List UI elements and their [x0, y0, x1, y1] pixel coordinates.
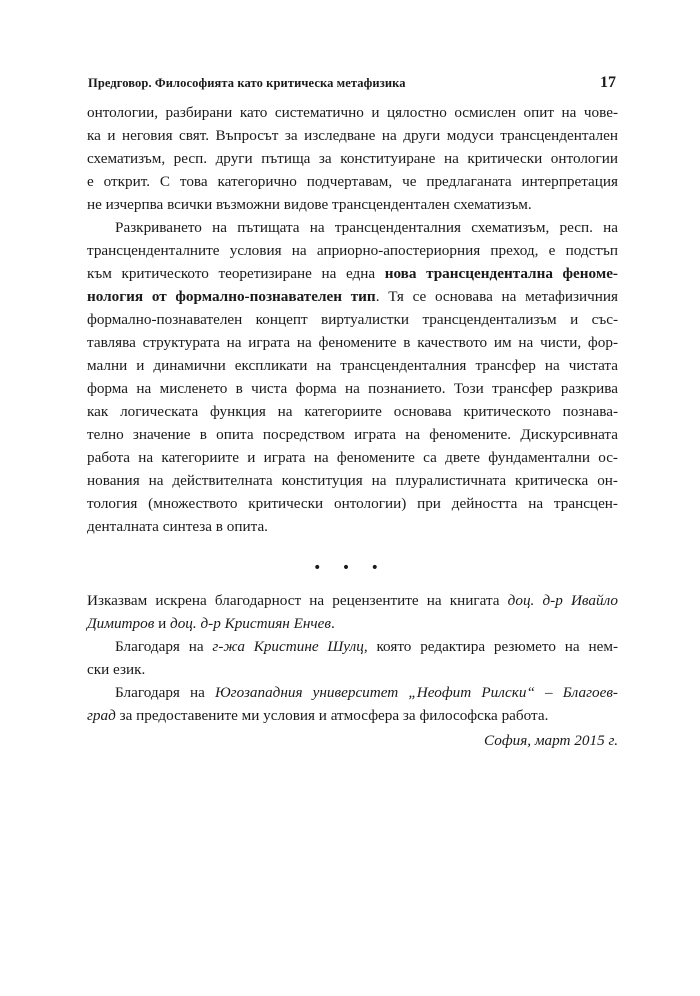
- reviewer-name: доц. д-р Ивайло: [507, 592, 618, 609]
- paragraph-1-line: не изчерпва всички възможни видове трансцендентален схематизъм.: [87, 196, 532, 213]
- paragraph-2-line: форма на мисленето в чиста форма на познанието. Този трансфер разкрива: [87, 380, 618, 397]
- paragraph-2-line: тавлява структурата на играта на феномените в качеството им на чисти, фор-: [87, 334, 618, 351]
- reviewer-name: доц. д-р Кристиян Енчев: [170, 615, 331, 632]
- acknowledgement-line: [87, 704, 618, 727]
- paragraph-1-line: е открит. С това категорично подчертавам, че предлаганата интерпретация: [87, 173, 618, 190]
- paragraph-2-text: . Тя се основава на метафизичния: [375, 288, 618, 305]
- reviewer-name: Димитров: [87, 615, 155, 632]
- paragraph-2-line: телно значение в опита посредством играта на феномените. Дискурсивната: [87, 426, 618, 443]
- paragraph-2-line: мални и динамични експликати на трансценденталния трансфер на чистата: [87, 357, 618, 374]
- signature-line: [87, 729, 618, 752]
- paragraph-2-line: [87, 285, 618, 308]
- acknowledgement-text: .: [330, 615, 335, 632]
- page-number: 17: [600, 74, 616, 91]
- emphasis-term: нология от формално-познавателен тип: [87, 288, 376, 305]
- running-header-title: Предговор. Философията като критическа метафизика: [88, 76, 406, 90]
- acknowledgement-line: [87, 612, 618, 635]
- paragraph-2-line: формално-познавателен концепт виртуалистки трансцендентализъм и със-: [87, 311, 618, 328]
- acknowledgement-text: Благодаря на: [115, 638, 213, 655]
- acknowledgement-line: [115, 635, 618, 658]
- paragraph-2-line: Разкриването на пътищата на трансценденталния схематизъм, респ. на: [115, 219, 618, 236]
- running-header: [88, 74, 616, 92]
- acknowledgement-text: , която редактира резюмето на нем-: [363, 638, 619, 655]
- paragraph-2-line: [87, 262, 618, 285]
- paragraph-2-line: как логическата функция на категориите основава критическото познава-: [87, 403, 618, 420]
- university-name: Югозападния университет „Неофит Рилски“ – Благоев-: [214, 684, 618, 701]
- acknowledgement-line: [87, 589, 618, 612]
- acknowledgement-text: и: [154, 615, 171, 632]
- acknowledgement-text: за предоставените ми условия и атмосфера за философска работа.: [115, 707, 549, 724]
- university-name: град: [87, 707, 116, 724]
- acknowledgement-line: [115, 681, 618, 704]
- paragraph-2-line: работа на категориите и играта на феномените са двете фундаментални ос-: [87, 449, 618, 466]
- acknowledgement-text: Изказвам искрена благодарност на рецензентите на книгата: [87, 592, 508, 609]
- paragraph-2-text: към критическото теоретизиране на една: [87, 265, 385, 282]
- section-separator: • • •: [313, 560, 387, 576]
- place-and-date: София, март 2015 г.: [484, 732, 618, 749]
- paragraph-2-line: тология (множеството критически онтологии) при дейността на трансцен-: [87, 495, 618, 512]
- editor-name: г-жа Кристине Шулц: [212, 638, 364, 655]
- paragraph-2-line: денталната синтеза в опита.: [87, 518, 268, 535]
- paragraph-1-line: схематизъм, респ. други пътища за конституиране на критически онтологии: [87, 150, 618, 167]
- acknowledgement-line: ски език.: [87, 661, 146, 678]
- paragraph-1-line: онтологии, разбирани като систематично и цялостно осмислен опит на чове-: [87, 104, 618, 121]
- paragraph-2-line: трансценденталните условия на априорно-апостериорния преход, е подстъп: [87, 242, 618, 259]
- emphasis-term: нова трансцендентална феноме-: [384, 265, 618, 282]
- acknowledgement-text: Благодаря на: [115, 684, 215, 701]
- paragraph-2-line: нования на действителната конституция на плуралистичната критическа он-: [87, 472, 618, 489]
- paragraph-1-line: ка и неговия свят. Въпросът за изследване на други модуси трансцендентален: [87, 127, 618, 144]
